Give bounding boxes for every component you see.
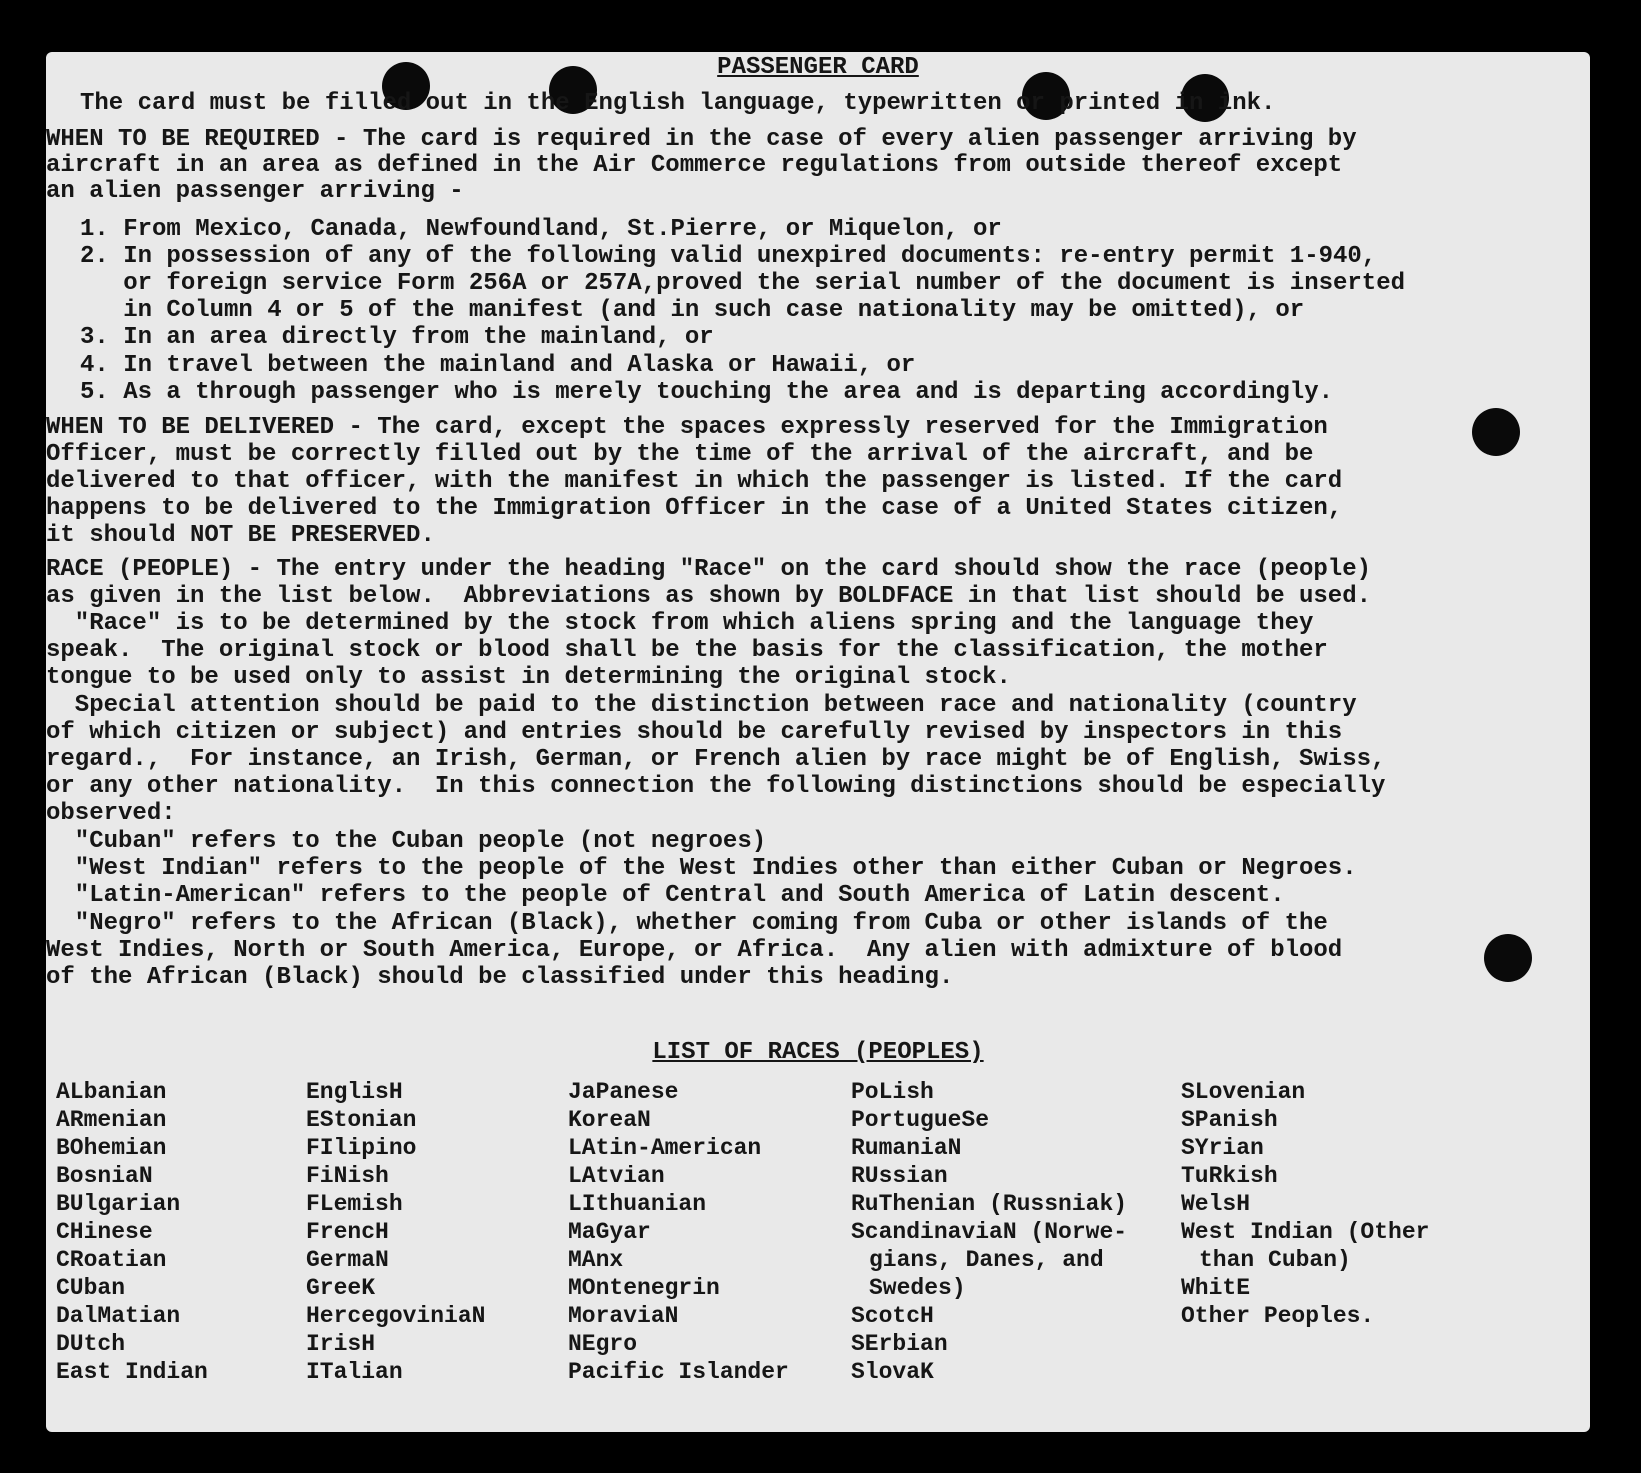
race-item: FLemish — [306, 1191, 403, 1217]
race-item: MoraviaN — [568, 1303, 679, 1329]
race-item: FrencH — [306, 1219, 389, 1245]
race-item: SLovenian — [1181, 1079, 1306, 1105]
race-line: RACE (PEOPLE) - The entry under the heading "Race" on the card should show the race (people) — [46, 556, 1372, 583]
delivered-line: it should NOT BE PRESERVED. — [46, 522, 435, 549]
punch-hole — [1472, 408, 1520, 456]
race-line: speak. The original stock or blood shall be the basis for the classification, the mother — [46, 637, 1328, 664]
required-item: 2. In possession of any of the following valid unexpired documents: re-entry permit 1-940, — [80, 243, 1377, 270]
delivered-line: WHEN TO BE DELIVERED - The card, except the spaces expressly reserved for the Immigration — [46, 414, 1328, 441]
race-line: regard., For instance, an Irish, German, or French alien by race might be of English, Swiss, — [46, 746, 1386, 773]
race-item: SErbian — [851, 1331, 948, 1357]
required-item: or foreign service Form 256A or 257A,proved the serial number of the document is inserted — [80, 270, 1406, 297]
race-line: "Race" is to be determined by the stock from which aliens spring and the language they — [46, 610, 1314, 637]
punch-hole — [1484, 934, 1532, 982]
race-item: EStonian — [306, 1107, 417, 1133]
race-item: JaPanese — [568, 1079, 679, 1105]
required-item: 3. In an area directly from the mainland, or — [80, 324, 714, 351]
race-line: observed: — [46, 800, 176, 827]
race-item: ITalian — [306, 1359, 403, 1385]
race-item: RUssian — [851, 1163, 948, 1189]
required-item: 5. As a through passenger who is merely touching the area and is departing accordingly. — [80, 379, 1334, 406]
race-item: MaGyar — [568, 1219, 651, 1245]
race-item: GermaN — [306, 1247, 389, 1273]
race-item: DUtch — [56, 1331, 126, 1357]
race-line: West Indies, North or South America, Europe, or Africa. Any alien with admixture of blood — [46, 937, 1343, 964]
race-item: KoreaN — [568, 1107, 651, 1133]
intro-text: The card must be filled out in the English language, typewritten or printed in ink. — [80, 90, 1276, 117]
race-item: BUlgarian — [56, 1191, 181, 1217]
race-line: of which citizen or subject) and entries should be carefully revised by inspectors in this — [46, 719, 1343, 746]
races-column — [306, 1078, 485, 1386]
race-item: HercegoviniaN — [306, 1303, 486, 1329]
passenger-card — [46, 52, 1590, 1432]
race-item: CUban — [56, 1275, 126, 1301]
delivered-line: happens to be delivered to the Immigration Officer in the case of a United States citizen, — [46, 495, 1343, 522]
race-item: ScotcH — [851, 1303, 934, 1329]
races-column — [568, 1078, 789, 1386]
race-item: Pacific Islander — [568, 1359, 789, 1385]
required-line: aircraft in an area as defined in the Air Commerce regulations from outside thereof except — [46, 152, 1343, 179]
race-item: CHinese — [56, 1219, 153, 1245]
required-item: 1. From Mexico, Canada, Newfoundland, St.Pierre, or Miquelon, or — [80, 216, 1002, 243]
race-item: TuRkish — [1181, 1163, 1278, 1189]
race-item: LIthuanian — [568, 1191, 707, 1217]
race-item: MOntenegrin — [568, 1275, 720, 1301]
race-item: BosniaN — [56, 1163, 153, 1189]
race-line: tongue to be used only to assist in determining the original stock. — [46, 664, 1011, 691]
race-line: as given in the list below. Abbreviations as shown by BOLDFACE in that list should be used. — [46, 583, 1372, 610]
race-item: RuThenian (Russniak) — [851, 1191, 1128, 1217]
race-item: PoLish — [851, 1079, 934, 1105]
race-item: Other Peoples. — [1181, 1303, 1375, 1329]
race-item: PortugueSe — [851, 1107, 990, 1133]
race-item: ALbanian — [56, 1079, 167, 1105]
race-line: "Cuban" refers to the Cuban people (not negroes) — [46, 828, 767, 855]
list-of-races-title: LIST OF RACES (PEOPLES) — [652, 1039, 984, 1066]
delivered-line: Officer, must be correctly filled out by the time of the arrival of the aircraft, and be — [46, 441, 1314, 468]
race-item: IrisH — [306, 1331, 376, 1357]
races-column — [851, 1078, 1127, 1386]
race-item: FIlipino — [306, 1135, 417, 1161]
race-item: WhitE — [1181, 1275, 1251, 1301]
races-column — [56, 1078, 208, 1386]
races-column — [1181, 1078, 1429, 1330]
delivered-line: delivered to that officer, with the manifest in which the passenger is listed. If the card — [46, 468, 1343, 495]
race-line: of the African (Black) should be classified under this heading. — [46, 964, 954, 991]
race-item: RumaniaN — [851, 1135, 962, 1161]
required-line: an alien passenger arriving - — [46, 178, 464, 205]
race-item: West Indian (Other — [1181, 1219, 1430, 1245]
required-line: WHEN TO BE REQUIRED - The card is required in the case of every alien passenger arriving by — [46, 126, 1357, 153]
race-item: ScandinaviaN (Norwe- — [851, 1219, 1128, 1245]
race-item: ARmenian — [56, 1107, 167, 1133]
race-item: SlovaK — [851, 1359, 934, 1385]
race-line: "Negro" refers to the African (Black), whether coming from Cuba or other islands of the — [46, 910, 1328, 937]
race-line: "Latin-American" refers to the people of Central and South America of Latin descent. — [46, 882, 1285, 909]
required-item: in Column 4 or 5 of the manifest (and in such case nationality may be omitted), or — [80, 297, 1305, 324]
race-item: MAnx — [568, 1247, 624, 1273]
race-item: gians, Danes, and — [869, 1247, 1104, 1273]
race-item: LAtvian — [568, 1163, 665, 1189]
race-item: East Indian — [56, 1359, 208, 1385]
race-item: DalMatian — [56, 1303, 181, 1329]
race-item: GreeK — [306, 1275, 376, 1301]
race-item: WelsH — [1181, 1191, 1251, 1217]
race-line: "West Indian" refers to the people of the West Indies other than either Cuban or Negroes. — [46, 855, 1357, 882]
race-item: SPanish — [1181, 1107, 1278, 1133]
required-item: 4. In travel between the mainland and Alaska or Hawaii, or — [80, 352, 916, 379]
race-item: than Cuban) — [1199, 1247, 1351, 1273]
races-list — [56, 1078, 1556, 1398]
card-title: PASSENGER CARD — [717, 54, 919, 81]
race-item: FiNish — [306, 1163, 389, 1189]
race-item: SYrian — [1181, 1135, 1264, 1161]
race-line: Special attention should be paid to the distinction between race and nationality (country — [46, 692, 1357, 719]
race-item: CRoatian — [56, 1247, 167, 1273]
race-item: NEgro — [568, 1331, 638, 1357]
race-line: or any other nationality. In this connection the following distinctions should be especially — [46, 773, 1386, 800]
race-item: BOhemian — [56, 1135, 167, 1161]
race-item: LAtin-American — [568, 1135, 762, 1161]
race-item: Swedes) — [869, 1275, 966, 1301]
race-item: EnglisH — [306, 1079, 403, 1105]
